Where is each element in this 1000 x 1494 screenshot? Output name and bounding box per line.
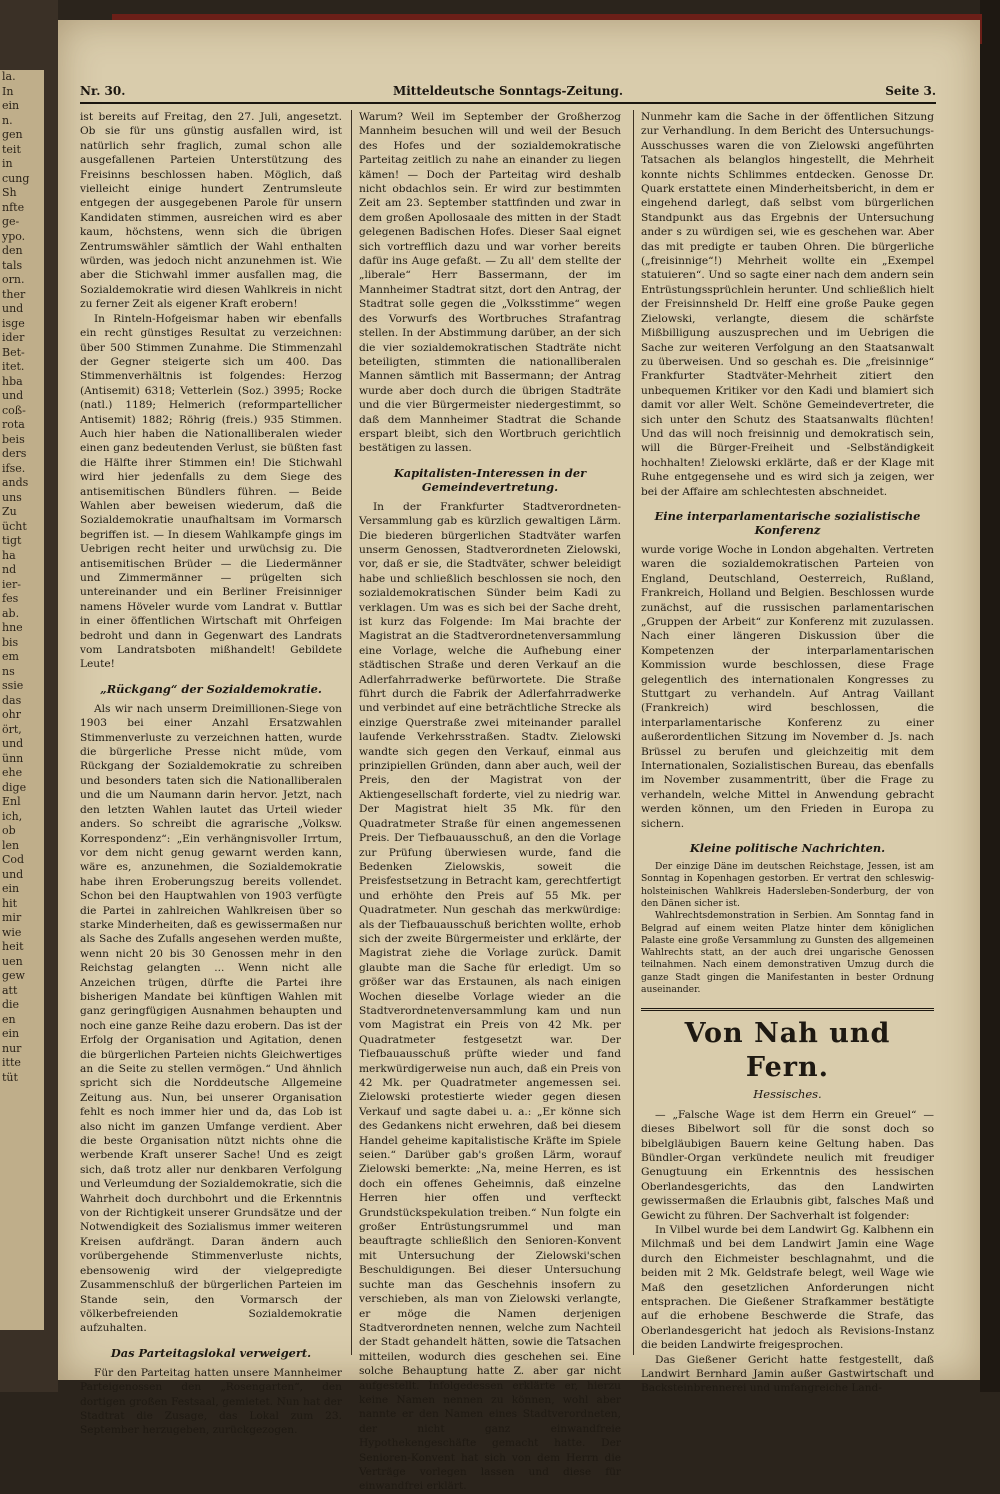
- spine-fragment: ücht: [2, 519, 27, 533]
- spine-fragment: hba: [2, 374, 23, 388]
- spine-fragment: ns: [2, 664, 15, 678]
- spine-fragment: und: [2, 302, 24, 315]
- spine-fragment: ther: [2, 287, 26, 301]
- spine-fragment: und: [2, 737, 24, 750]
- article-heading: Kapitalisten-Interessen in der Gemeindevertretung.: [393, 465, 587, 494]
- spine-fragment: In: [2, 84, 14, 98]
- spine-fragment: att: [2, 983, 18, 997]
- spine-fragment: ge-: [2, 215, 20, 228]
- spine-fragment: teit: [2, 142, 21, 156]
- spine-fragment: wie: [2, 925, 22, 939]
- book-spine: [0, 0, 58, 1392]
- article-heading: Eine interparlamentarische sozialistische Konferenz: [654, 508, 921, 537]
- spine-fragment: nur: [2, 1041, 22, 1055]
- spine-fragment: mir: [2, 911, 22, 924]
- article-heading: „Rückgang“ der Sozialdemokratie.: [100, 681, 322, 696]
- article-paragraph: Für den Parteitag hatten unsere Mannheimer Parteigenossen den „Rosengarten“, den dortigen großen Festsaal, gemietet. Nun hat der Stadtrat die Zusage, das Lokal zum 23. September herzugeben, zurückgezogen.: [80, 1366, 342, 1437]
- spine-fragment: ders: [2, 447, 27, 460]
- article-paragraph: wurde vorige Woche in London abgehalten. Vertreten waren die sozialdemokratischen Parteien von England, Deutschland, Oesterreich, Rußland, Frankreich, Holland und Belgien. Beschlossen wurde zunächst, auf die russischen parlamentarischen „Gruppen der Arbeit“ zur Konferenz mit zuzulassen. Nach einer längeren Diskussion über die Kompetenzen der interparlamentarischen Kommission wurde beschlossen, diese Frage gelegentlich des internationalen Kongresses zu Stuttgart zu verhandeln. Auf Antrag Vaillant (Frankreich) wird beschlossen, die interparlamentarische Konferenz zu einer außerordentlichen Sitzung im November d. Js. nach Brüssel zu berufen und gleichzeitig mit dem Internationalen, Sozialistischen Bureau, das ebenfalls im November zusammentritt, über die Frage zu verhandeln, welche Mittel in Anwendung gebracht werden können, um den Frieden in Europa zu sichern.: [641, 543, 934, 830]
- issue-number: Nr. 30.: [80, 84, 126, 98]
- spine-fragment: und: [2, 867, 24, 881]
- newspaper-title: Mitteldeutsche Sonntags-Zeitung.: [392, 84, 624, 98]
- column-divider: [351, 110, 352, 1355]
- spine-fragment: heit: [2, 940, 24, 953]
- spine-fragment: uns: [2, 490, 22, 504]
- spine-fragment: nd: [2, 563, 17, 576]
- brief-paragraph: Wahlrechtsdemonstration in Serbien. Am Sonntag fand in Belgrad auf einem weiten Platze hinter dem königlichen Palaste eine große Versammlung zu Gunsten des allgemeinen Wahlrechts statt, an der auch drei ungarische Genossen teilnahmen. Nach einem demonstrativen Umzug durch die ganze Stadt gingen die Manifestanten in bester Ordnung auseinander.: [641, 910, 934, 996]
- previous-page-fragments: [0, 70, 44, 1330]
- column-3: [641, 110, 934, 1395]
- news-briefs: [641, 861, 934, 996]
- spine-fragment: tals: [2, 258, 23, 272]
- spine-fragment: itte: [2, 1056, 21, 1069]
- spine-fragment: ypo.: [2, 229, 26, 243]
- spine-fragment: Zu: [2, 505, 17, 518]
- section-title: Von Nah und Fern.: [641, 1008, 934, 1085]
- spine-fragment: ehe: [2, 766, 23, 779]
- spine-fragment: und: [2, 389, 24, 402]
- spine-fragment: ssie: [2, 679, 24, 692]
- spine-fragment: Enl: [2, 795, 21, 808]
- spine-fragment: isge: [2, 316, 25, 330]
- spine-fragment: Bet-: [2, 345, 25, 359]
- spine-fragment: Cod: [2, 853, 25, 866]
- article-paragraph: Nunmehr kam die Sache in der öffentlichen Sitzung zur Verhandlung. In dem Bericht des Untersuchungs-Ausschusses waren die von Zielowski angeführten Tatsachen als belanglos hingestellt, die Mehrheit konnte nichts Schlimmes entdecken. Genosse Dr. Quark erstattete einen Minderheitsbericht, in dem er eingehend darlegt, daß selbst vom bürgerlichen Standpunkt aus das Ergebnis der Untersuchung ander s zu würdigen sei, wie es geschehen war. Aber das mit predigte er tauben Ohren. Die bürgerliche („freisinnige“!) Mehrheit wollte ein „Exempel statuieren“. Und so sagte einer nach dem andern sein Entrüstungssprüchlein herunter. Und schließlich hielt der Freisinnsheld Dr. Helff eine große Pauke gegen Zielowski, verlangte, diesem die schärfste Mißbilligung auszusprechen und im Uebrigen die Sache zur weiteren Verfolgung an den Staatsanwalt zu überweisen. Und so geschah es. Die „freisinnige“ Frankfurter Stadtväter-Mehrheit zitiert den unbequemen Kritiker vor den Kadi und blamiert sich damit vor aller Welt. Schöne Gemeindevertreter, die sich unter den Schutz des Staatsanwalts flüchten! Und das will noch freisinnig und demokratisch sein, will die Bürger-Freiheit und -Selbständigkeit hochhalten! Zielowski erklärte, daß er der Klage mit Ruhe entgegensehe und es wird sich ja zeigen, wer bei der Affaire am schlechtesten abschneidet.: [641, 111, 934, 498]
- header-rule: [80, 102, 936, 104]
- spine-fragment: ich,: [2, 809, 23, 823]
- spine-fragment: ier-: [2, 577, 22, 591]
- spine-fragment: n.: [2, 113, 13, 127]
- spine-fragment: hit: [2, 896, 18, 910]
- spine-fragment: rota: [2, 418, 25, 431]
- spine-fragment: ein: [2, 882, 20, 895]
- spine-fragment: ider: [2, 331, 25, 344]
- spine-fragment: das: [2, 693, 22, 707]
- spine-fragment: tigt: [2, 534, 22, 547]
- spine-fragment: cung: [2, 171, 30, 185]
- spine-fragment: die: [2, 998, 20, 1011]
- spine-fragment: ands: [2, 476, 29, 489]
- spine-fragment: ünn: [2, 751, 24, 765]
- column-divider: [633, 110, 634, 1355]
- spine-fragment: ob: [2, 824, 16, 837]
- spine-fragment: nfte: [2, 200, 25, 214]
- spine-fragment: gen: [2, 128, 23, 141]
- article-heading: Kleine politische Nachrichten.: [689, 841, 886, 856]
- article-paragraph: In Vilbel wurde bei dem Landwirt Gg. Kalbhenn ein Milchmaß und bei dem Landwirt Jamin eine Wage durch den Eichmeister beschlagnahmt, und die beiden mit 2 Mk. Geldstrafe belegt, weil Wage wie Maß den gesetzlichen Anforderungen nicht entsprachen. Die Gießener Strafkammer bestätigte auf die erhobene Beschwerde die Strafe, das Oberlandesgericht hat jedoch als Revisions-Instanz die beiden Landwirte freigesprochen.: [641, 1224, 934, 1352]
- spine-fragment: ab.: [2, 606, 20, 620]
- article-paragraph: Als wir nach unserm Dreimillionen-Siege von 1903 bei einer Anzahl Ersatzwahlen Stimmenverluste zu verzeichnen hatten, wurde die bürgerliche Presse nicht müde, vom Rückgang der Sozialdemokratie zu schreiben und besonders taten sich die Nationalliberalen und die um Naumann darin hervor. Jetzt, nach den letzten Wahlen lautet das Urteil wieder anders. So schreibt die agrarische „Volksw. Korrespondenz“: „Ein verhängnisvoller Irrtum, vor dem nicht genug gewarnt werden kann, wäre es, anzunehmen, die Sozialdemokratie habe ihren Eroberungszug bereits vollendet. Schon bei den Hauptwahlen von 1903 verfügte die Partei in zahlreichen Wahlkreisen über so starke Minderheiten, daß es gewissermaßen nur als Sache des Zufalls angesehen werden mußte, wenn nicht 20 bis 30 Genossen mehr in den Reichstag gelangten ... Wenn nicht alle Anzeichen trügen, dürfte die Partei ihre bisherigen Mandate bei künftigen Wahlen mit ganz geringfügigen Ausnahmen behaupten und noch eine ganze Reihe dazu erobern. Das ist der Erfolg der Organisation und Agitation, denen die bürgerlichen Parteien nichts Gleichwertiges an die Seite zu stellen vermögen.“ Und ähnlich spricht sich die Norddeutsche Allgemeine Zeitung aus. Nun, bei unserer Organisation fehlt es noch immer hier und da, das Lob ist also nicht im ganzen Umfange verdient. Aber die beste Organisation nützt nichts ohne die werbende Kraft unserer Sache! Und es zeigt sich, daß trotz aller nur denkbaren Verfolgung und Verleumdung der Sozialdemokratie, sich die Wahrheit doch durchbohrt und die Erkenntnis von der Richtigkeit unserer Grundsätze und der Notwendigkeit des Sozialismus immer weiteren Kreisen aufdrängt. Daran ändern auch vorübergehende Stimmenverluste nichts, ebensowenig wird der vielgepredigte Zusammenschluß der bürgerlichen Parteien im Stande sein, den Vormarsch der völkerbefreienden Sozialdemokratie aufzuhalten.: [80, 702, 343, 1335]
- spine-fragment: orn.: [2, 273, 25, 286]
- spine-fragment: hne: [2, 621, 23, 634]
- article-paragraph: — „Falsche Wage ist dem Herrn ein Greuel“ — dieses Bibelwort soll für die sonst doch so bibelgläubigen Bauern keine Geltung haben. Das Bündler-Organ verkündete neulich mit freudiger Genugtuung ein Erkenntnis des hessischen Oberlandesgerichts, das den Landwirten gewissermaßen die Erlaubnis gibt, falsches Maß und Gewicht zu führen. Der Sachverhalt ist folgender:: [641, 1108, 934, 1222]
- spine-fragment: en: [2, 1012, 16, 1026]
- spine-fragment: ein: [2, 1027, 20, 1040]
- spine-fragment: dige: [2, 780, 27, 794]
- newspaper-page: [58, 20, 980, 1493]
- column-2: [359, 110, 621, 1493]
- page-number: Seite 3.: [885, 84, 936, 98]
- spine-fragment: la.: [2, 70, 16, 83]
- spine-fragment: ein: [2, 99, 20, 112]
- spine-fragment: ha: [2, 548, 16, 562]
- spine-fragment: in: [2, 157, 13, 170]
- book-edge: [980, 0, 1000, 1392]
- spine-fragment: fes: [2, 592, 19, 605]
- spine-fragment: len: [2, 838, 20, 852]
- spine-fragment: em: [2, 650, 19, 663]
- page-header: [80, 80, 936, 100]
- article-paragraph: In der Frankfurter Stadtverordneten-Versammlung gab es kürzlich gewaltigen Lärm. Die biederen bürgerlichen Stadtväter warfen unserm Genossen, Stadtverordneten Zielowski, vor, daß er sie, die Stadtväter, schwer beleidigt habe und schließlich beschlossen sie noch, den sozialdemokratischen Sünder beim Kadi zu verklagen. Um was es sich bei der Sache dreht, ist kurz das Folgende: Im Mai brachte der Magistrat an die Stadtverordnetenversammlung eine Vorlage, welche die Aufhebung einer städtischen Straße und deren Verkauf an die Adlerfahrradwerke befürwortete. Die Straße führt durch die Fabrik der Adlerfahrradwerke und verbindet auf eine beträchtliche Strecke als einzige Querstraße zwei miteinander parallel laufende Verkehrsstraßen. Stadtv. Zielowski wandte sich gegen den Verkauf, einmal aus prinzipiellen Gründen, dann aber auch, weil der Preis, den der Magistrat von der Aktiengesellschaft forderte, viel zu niedrig war. Der Magistrat hielt 35 Mk. für den Quadratmeter Straße für einen angemessenen Preis. Der Tiefbauausschuß, an den die Vorlage zur Prüfung überwiesen wurde, fand die Bedenken Zielowskis, soweit die Preisfestsetzung in Betracht kam, gerechtfertigt und erhöhte den Preis auf 55 Mk. per Quadratmeter. Nun geschah das merkwürdige: als der Tiefbauausschuß berichten wollte, erhob sich der zweite Bürgermeister und erklärte, der Magistrat ziehe die Vorlage zurück. Damit glaubte man die Sache für erledigt. Um so größer war das Erstaunen, als nach einigen Wochen dieselbe Vorlage wieder an die Stadtverordnetenversammlung kam und nun vom Magistrat ein Preis von 42 Mk. per Quadratmeter festgesetzt war. Der Tiefbauausschuß prüfte wieder und fand merkwürdigerweise nun auch, daß ein Preis von 42 Mk. per Quadratmeter angemessen sei. Zielowski protestierte wieder gegen diesen Verkauf und sagte dabei u. a.: „Er könne sich des Gedankens nicht erwehren, daß bei diesem Handel geheime kapitalistische Kräfte im Spiele seien.“ Darüber gab's großen Lärm, worauf Zielowski bemerkte: „Na, meine Herren, es ist doch ein offenes Geheimnis, daß einzelne Herren hier offen und verfteckt Grundstückspekulation treiben.“ Nun folgte ein großer Entrüstungsrummel und man beauftragte schließlich den Senioren-Konvent mit Untersuchung der Zielowski'schen Beschuldigungen. Bei dieser Untersuchung suchte man das Geschehnis insofern zu verschieben, als man von Zielowski verlangte, er möge die Namen derjenigen Stadtverordneten nennen, welche zum Nachteil der Stadt gehandelt hätten, sowie die Tatsachen mitteilen, wodurch dies geschehen sei. Eine solche Behauptung hatte Z. aber gar nicht aufgestellt. Infolgedessen erklärte er, hierzu keine Namen nennen zu können, wohl aber nannte er den Namen eines Stadtverordneten, der nicht ganz einwandfreie Hypothekengeschäfte gemacht hatte. Der Senioren-Konvent hat sich von dem Herrn die Verträge vorlegen lassen und diese für einwandfrei erklärt.: [359, 500, 621, 1493]
- spine-fragment: ört,: [2, 722, 22, 736]
- article-paragraph: ist bereits auf Freitag, den 27. Juli, angesetzt. Ob sie für uns günstig ausfallen wird, ist natürlich sehr fraglich, zumal schon alle ausgefallenen Parteien Unterstützung des Freisinns beschlossen haben. Möglich, daß vielleicht einige hundert Zentrumsleute entgegen der ausgegebenen Parole für unsern Kandidaten stimmen, ausreichen wird es aber kaum, höchstens, wenn sich die übrigen Zentrumswähler sämtlich der Wahl enthalten würden, was jedoch nicht anzunehmen ist. Wie aber die Stichwahl immer ausfallen mag, die Sozialdemokratie wird diesen Wahlkreis in nicht zu ferner Zeit als eigener Kraft erobern!: [80, 111, 342, 311]
- spine-fragment: uen: [2, 954, 23, 968]
- article-paragraph: In Rinteln-Hofgeismar haben wir ebenfalls ein recht günstiges Resultat zu verzeichnen: über 500 Stimmen Zunahme. Die Stimmenzahl der Gegner steigerte sich um 400. Das Stimmenverhältnis ist folgendes: Herzog (Antisemit) 6318; Vetterlein (Soz.) 3995; Rocke (natl.) 1189; Helmerich (reformpartellicher Antisemit) 1882; Röhrig (freis.) 935 Stimmen. Auch hier haben die Nationalliberalen wieder einen ganz bedeutenden Verlust, sie büßten fast die Hälfte ihrer Stimmen ein! Die Stichwahl wird hier jedenfalls zu dem Siege des antisemitischen Bündlers führen. — Beide Wahlen aber beweisen wiederum, daß die Sozialdemokratie unaufhaltsam im Vormarsch begriffen ist. — In diesem Wahlkampfe gings im Uebrigen recht heiter und urwüchsig zu. Die antisemitischen Brüder — die Liedermänner und Zimmermänner — prügelten sich untereinander und ein Berliner Freisinniger namens Höveler wurde vom Landrat v. Buttlar in einer öffentlichen Wirtschaft mit Ohrfeigen bedroht und dann in Gegenwart des Landrats vom Landratsboten mißhandelt! Gebildete Leute!: [80, 312, 342, 671]
- spine-fragment: ohr: [2, 708, 21, 721]
- spine-fragment: coß-: [2, 403, 26, 417]
- section-subtitle: Hessisches.: [753, 1087, 822, 1102]
- spine-fragment: bis: [2, 635, 19, 649]
- article-heading: Das Parteitagslokal verweigert.: [110, 1345, 312, 1360]
- spine-fragment: den: [2, 244, 23, 257]
- article-paragraph: Warum? Weil im September der Großherzog Mannheim besuchen will und weil der Besuch des Hofes und der sozialdemokratische Parteitag zeitlich zu nahe an einander zu liegen kämen! — Doch der Parteitag wird deshalb nicht obdachlos sein. Er wird zur bestimmten Zeit am 23. September stattfinden und zwar in dem großen Apollosaale des mitten in der Stadt gelegenen Badischen Hofes. Dieser Saal eignet sich vortrefflich dazu und war vorher bereits dafür ins Auge gefaßt. — Zu all' dem stellte der „liberale“ Herr Bassermann, der im Mannheimer Stadtrat sitzt, dort den Antrag, der Stadtrat solle gegen die „Volksstimme“ wegen des Vorwurfs des Wortbruches Strafantrag stellen. In der Abstimmung darüber, an der sich die vier sozialdemokratischen Stadträte nicht beteiligten, stimmten die nationalliberalen Mannen sämtlich mit Bassermann; der Antrag wurde aber doch durch die übrigen Stadträte und die vier Bürgermeister niedergestimmt, so daß dem Mannheimer Stadtrat die Schande erspart bleibt, sich den Wortbruch gerichtlich bestätigen zu lassen.: [359, 111, 621, 455]
- spine-fragment: ifse.: [2, 461, 26, 475]
- spine-fragment: beis: [2, 432, 25, 446]
- brief-paragraph: Der einzige Däne im deutschen Reichstage, Jessen, ist am Sonntag in Kopenhagen gestorben. Er vertrat den schleswig-holsteinischen Wahlkreis Hadersleben-Sonderburg, der von den Dänen sicher ist.: [641, 861, 934, 909]
- column-1: [80, 110, 343, 1437]
- article-paragraph: Das Gießener Gericht hatte festgestellt, daß Landwirt Bernhard Jamin außer Gastwirtschaft und Backsteinbrennerei und umfangreiche Land-: [641, 1353, 934, 1395]
- spine-fragment: gew: [2, 969, 25, 982]
- spine-fragment: itet.: [2, 360, 25, 373]
- spine-fragment: Sh: [2, 186, 17, 199]
- spine-fragment: tüt: [2, 1070, 18, 1084]
